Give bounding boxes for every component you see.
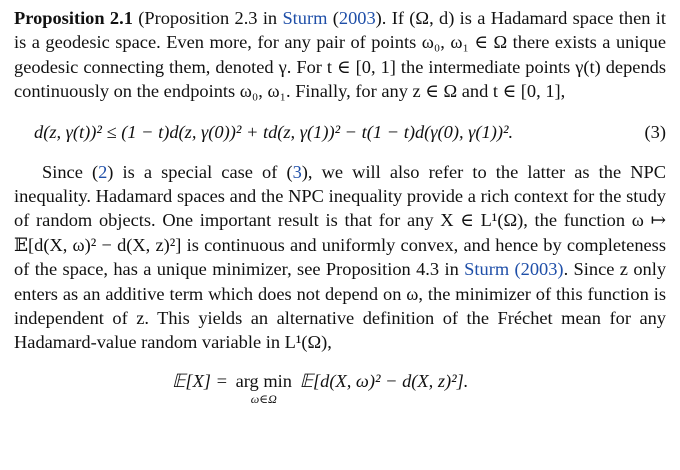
frechet-mean-equation — [14, 365, 666, 425]
frechet-mean-body — [172, 369, 468, 405]
citation-author-link-2[interactable]: Sturm — [464, 259, 510, 280]
proposition-label: Proposition 2.1 — [14, 8, 133, 28]
proposition-cite-open: (Proposition 2.3 in — [138, 8, 278, 28]
citation-year-link-2[interactable]: (2003) — [514, 259, 564, 280]
proposition-body: If (Ω, d) is a Hadamard space then it is a geodesic space. Even more, for any pair of points ω₀, ω₁ ∈ Ω there exists a unique geodesic connecting them, denoted γ. For t ∈ [0, 1] the intermediate points γ(t) depends continuously on the endpoints ω₀, ω₁. Finally, for any z ∈ Ω and t ∈ [0, 1], — [14, 8, 666, 102]
citation-author-link[interactable]: Sturm — [282, 8, 328, 28]
paper-page — [14, 6, 666, 425]
equation-ref-3-link[interactable]: 3 — [292, 161, 302, 182]
paragraph-text-a: Since ( — [42, 161, 99, 182]
equation-ref-2-link[interactable]: 2 — [98, 161, 108, 182]
equation-3-number: (3) — [644, 121, 666, 142]
paragraph-text-b: ) is a special case of ( — [107, 161, 293, 182]
paragraph-text-d: . Since z only enters as an additive term which does not depend on ω, the minimizer of this function is independent of z. This yields an alternative definition of the Fréchet mean for any Hadamard-value random variable in L¹(Ω), — [14, 259, 667, 353]
argmin-subscript: ω∈Ω — [250, 392, 277, 407]
argmin-label: arg min — [235, 370, 292, 391]
npc-paragraph — [14, 160, 666, 355]
proposition-2-1: Proposition 2.1 (Proposition 2.3 in Sturm (2003). If (Ω, d) is a Hadamard space then it is a geodesic space. Even more, for any pair of points ω₀, ω₁ ∈ Ω there exists a unique geodesic connecting them, denoted γ. For t ∈ [0, 1] the intermediate points γ(t) depends continuously on the endpoints ω₀, ω₁. Finally, for any z ∈ Ω and t ∈ [0, 1], — [14, 8, 666, 102]
equation-3 — [14, 112, 666, 152]
citation-year-link[interactable]: 2003 — [338, 8, 376, 28]
frechet-lhs: 𝔼[X] = — [172, 370, 228, 391]
frechet-rhs: 𝔼[d(X, ω)² − d(X, z)²]. — [299, 370, 469, 391]
equation-3-body: d(z, γ(t))² ≤ (1 − t)d(z, γ(0))² + td(z, γ(1))² − t(1 − t)d(γ(0), γ(1))². — [34, 121, 514, 142]
proposition-cite-close: ). — [375, 8, 387, 28]
paragraph-text-c: ), we will also refer to the latter as the NPC inequality. Hadamard spaces and the NPC inequality provide a rich context for the study of random objects. One important result is that for any X ∈ L¹(Ω), the function ω ↦ 𝔼[d(X, ω)² − d(X, z)²] is continuous and uniformly convex, and hence by completeness of the space, has a unique minimizer, see Proposition 4.3 in — [14, 161, 666, 280]
argmin-operator — [236, 369, 292, 405]
